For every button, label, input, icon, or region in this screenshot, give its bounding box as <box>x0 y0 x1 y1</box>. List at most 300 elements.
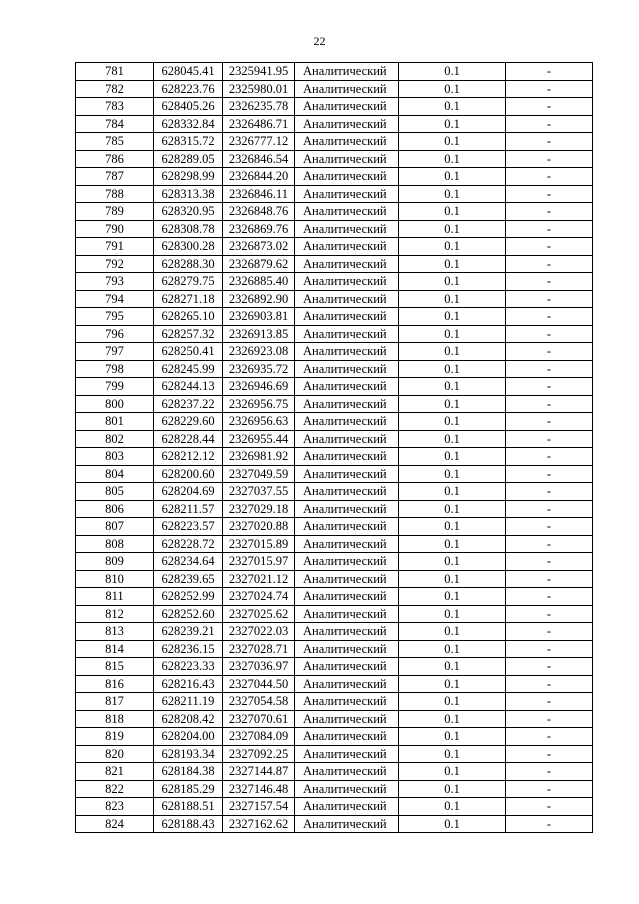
note-cell: - <box>506 430 593 448</box>
y-coordinate-cell: 2327044.50 <box>223 675 295 693</box>
note-cell: - <box>506 780 593 798</box>
table-row <box>76 308 593 326</box>
page-number: 22 <box>313 34 326 48</box>
accuracy-cell: 0.1 <box>399 290 506 308</box>
accuracy-cell: 0.1 <box>399 623 506 641</box>
accuracy-cell: 0.1 <box>399 745 506 763</box>
point-number-cell: 805 <box>76 483 154 501</box>
point-number-cell: 803 <box>76 448 154 466</box>
method-cell: Аналитический <box>295 220 399 238</box>
method-cell: Аналитический <box>295 395 399 413</box>
table-row <box>76 150 593 168</box>
x-coordinate-cell: 628228.44 <box>154 430 223 448</box>
point-number-cell: 814 <box>76 640 154 658</box>
accuracy-cell: 0.1 <box>399 63 506 81</box>
table-row <box>76 570 593 588</box>
note-cell: - <box>506 63 593 81</box>
method-cell: Аналитический <box>295 483 399 501</box>
x-coordinate-cell: 628239.65 <box>154 570 223 588</box>
note-cell: - <box>506 115 593 133</box>
note-cell: - <box>506 623 593 641</box>
method-cell: Аналитический <box>295 325 399 343</box>
table-row <box>76 535 593 553</box>
note-cell: - <box>506 255 593 273</box>
method-cell: Аналитический <box>295 185 399 203</box>
x-coordinate-cell: 628204.69 <box>154 483 223 501</box>
point-number-cell: 818 <box>76 710 154 728</box>
y-coordinate-cell: 2326981.92 <box>223 448 295 466</box>
x-coordinate-cell: 628184.38 <box>154 763 223 781</box>
accuracy-cell: 0.1 <box>399 483 506 501</box>
x-coordinate-cell: 628244.13 <box>154 378 223 396</box>
note-cell: - <box>506 203 593 221</box>
y-coordinate-cell: 2326913.85 <box>223 325 295 343</box>
table-row <box>76 430 593 448</box>
table-row <box>76 798 593 816</box>
method-cell: Аналитический <box>295 238 399 256</box>
table-row <box>76 395 593 413</box>
table-row <box>76 115 593 133</box>
accuracy-cell: 0.1 <box>399 448 506 466</box>
y-coordinate-cell: 2326885.40 <box>223 273 295 291</box>
accuracy-cell: 0.1 <box>399 535 506 553</box>
table-row <box>76 675 593 693</box>
y-coordinate-cell: 2327070.61 <box>223 710 295 728</box>
table-row <box>76 728 593 746</box>
x-coordinate-cell: 628223.33 <box>154 658 223 676</box>
note-cell: - <box>506 815 593 833</box>
x-coordinate-cell: 628298.99 <box>154 168 223 186</box>
point-number-cell: 796 <box>76 325 154 343</box>
accuracy-cell: 0.1 <box>399 465 506 483</box>
accuracy-cell: 0.1 <box>399 255 506 273</box>
method-cell: Аналитический <box>295 150 399 168</box>
y-coordinate-cell: 2326892.90 <box>223 290 295 308</box>
note-cell: - <box>506 658 593 676</box>
x-coordinate-cell: 628212.12 <box>154 448 223 466</box>
point-number-cell: 786 <box>76 150 154 168</box>
point-number-cell: 823 <box>76 798 154 816</box>
y-coordinate-cell: 2327028.71 <box>223 640 295 658</box>
method-cell: Аналитический <box>295 360 399 378</box>
x-coordinate-cell: 628045.41 <box>154 63 223 81</box>
y-coordinate-cell: 2326956.63 <box>223 413 295 431</box>
note-cell: - <box>506 133 593 151</box>
method-cell: Аналитический <box>295 290 399 308</box>
note-cell: - <box>506 360 593 378</box>
method-cell: Аналитический <box>295 710 399 728</box>
table-row <box>76 220 593 238</box>
y-coordinate-cell: 2327021.12 <box>223 570 295 588</box>
note-cell: - <box>506 640 593 658</box>
x-coordinate-cell: 628313.38 <box>154 185 223 203</box>
method-cell: Аналитический <box>295 203 399 221</box>
x-coordinate-cell: 628237.22 <box>154 395 223 413</box>
x-coordinate-cell: 628257.32 <box>154 325 223 343</box>
point-number-cell: 808 <box>76 535 154 553</box>
y-coordinate-cell: 2327037.55 <box>223 483 295 501</box>
note-cell: - <box>506 483 593 501</box>
note-cell: - <box>506 465 593 483</box>
note-cell: - <box>506 745 593 763</box>
x-coordinate-cell: 628252.99 <box>154 588 223 606</box>
y-coordinate-cell: 2326777.12 <box>223 133 295 151</box>
y-coordinate-cell: 2327020.88 <box>223 518 295 536</box>
note-cell: - <box>506 763 593 781</box>
y-coordinate-cell: 2326903.81 <box>223 308 295 326</box>
x-coordinate-cell: 628271.18 <box>154 290 223 308</box>
point-number-cell: 783 <box>76 98 154 116</box>
x-coordinate-cell: 628193.34 <box>154 745 223 763</box>
point-number-cell: 817 <box>76 693 154 711</box>
x-coordinate-cell: 628200.60 <box>154 465 223 483</box>
method-cell: Аналитический <box>295 448 399 466</box>
y-coordinate-cell: 2327146.48 <box>223 780 295 798</box>
note-cell: - <box>506 553 593 571</box>
accuracy-cell: 0.1 <box>399 360 506 378</box>
y-coordinate-cell: 2327022.03 <box>223 623 295 641</box>
coordinates-table <box>75 62 593 833</box>
accuracy-cell: 0.1 <box>399 675 506 693</box>
accuracy-cell: 0.1 <box>399 763 506 781</box>
point-number-cell: 781 <box>76 63 154 81</box>
accuracy-cell: 0.1 <box>399 430 506 448</box>
y-coordinate-cell: 2326846.11 <box>223 185 295 203</box>
x-coordinate-cell: 628245.99 <box>154 360 223 378</box>
note-cell: - <box>506 168 593 186</box>
note-cell: - <box>506 500 593 518</box>
note-cell: - <box>506 448 593 466</box>
method-cell: Аналитический <box>295 518 399 536</box>
table-row <box>76 658 593 676</box>
point-number-cell: 807 <box>76 518 154 536</box>
note-cell: - <box>506 343 593 361</box>
note-cell: - <box>506 220 593 238</box>
point-number-cell: 784 <box>76 115 154 133</box>
point-number-cell: 810 <box>76 570 154 588</box>
point-number-cell: 819 <box>76 728 154 746</box>
point-number-cell: 800 <box>76 395 154 413</box>
accuracy-cell: 0.1 <box>399 553 506 571</box>
point-number-cell: 815 <box>76 658 154 676</box>
table-row <box>76 360 593 378</box>
method-cell: Аналитический <box>295 745 399 763</box>
note-cell: - <box>506 378 593 396</box>
x-coordinate-cell: 628300.28 <box>154 238 223 256</box>
point-number-cell: 787 <box>76 168 154 186</box>
y-coordinate-cell: 2326955.44 <box>223 430 295 448</box>
x-coordinate-cell: 628289.05 <box>154 150 223 168</box>
accuracy-cell: 0.1 <box>399 413 506 431</box>
accuracy-cell: 0.1 <box>399 150 506 168</box>
accuracy-cell: 0.1 <box>399 220 506 238</box>
table-row <box>76 483 593 501</box>
table-row <box>76 710 593 728</box>
accuracy-cell: 0.1 <box>399 343 506 361</box>
x-coordinate-cell: 628288.30 <box>154 255 223 273</box>
x-coordinate-cell: 628234.64 <box>154 553 223 571</box>
method-cell: Аналитический <box>295 80 399 98</box>
table-row <box>76 98 593 116</box>
x-coordinate-cell: 628223.57 <box>154 518 223 536</box>
x-coordinate-cell: 628204.00 <box>154 728 223 746</box>
table-row <box>76 343 593 361</box>
y-coordinate-cell: 2327157.54 <box>223 798 295 816</box>
table-row <box>76 605 593 623</box>
note-cell: - <box>506 535 593 553</box>
x-coordinate-cell: 628188.51 <box>154 798 223 816</box>
x-coordinate-cell: 628250.41 <box>154 343 223 361</box>
table-row <box>76 553 593 571</box>
method-cell: Аналитический <box>295 728 399 746</box>
point-number-cell: 809 <box>76 553 154 571</box>
point-number-cell: 789 <box>76 203 154 221</box>
table-row <box>76 80 593 98</box>
method-cell: Аналитический <box>295 343 399 361</box>
table-row <box>76 623 593 641</box>
y-coordinate-cell: 2326869.76 <box>223 220 295 238</box>
point-number-cell: 806 <box>76 500 154 518</box>
y-coordinate-cell: 2327025.62 <box>223 605 295 623</box>
table-row <box>76 413 593 431</box>
point-number-cell: 822 <box>76 780 154 798</box>
y-coordinate-cell: 2327162.62 <box>223 815 295 833</box>
table-row <box>76 203 593 221</box>
table-row <box>76 780 593 798</box>
note-cell: - <box>506 518 593 536</box>
method-cell: Аналитический <box>295 640 399 658</box>
table-row <box>76 518 593 536</box>
table-row <box>76 273 593 291</box>
table-row <box>76 133 593 151</box>
accuracy-cell: 0.1 <box>399 395 506 413</box>
method-cell: Аналитический <box>295 780 399 798</box>
method-cell: Аналитический <box>295 798 399 816</box>
table-row <box>76 745 593 763</box>
y-coordinate-cell: 2327036.97 <box>223 658 295 676</box>
accuracy-cell: 0.1 <box>399 98 506 116</box>
y-coordinate-cell: 2326848.76 <box>223 203 295 221</box>
table-row <box>76 465 593 483</box>
table-row <box>76 448 593 466</box>
y-coordinate-cell: 2326844.20 <box>223 168 295 186</box>
point-number-cell: 804 <box>76 465 154 483</box>
method-cell: Аналитический <box>295 430 399 448</box>
y-coordinate-cell: 2327024.74 <box>223 588 295 606</box>
method-cell: Аналитический <box>295 168 399 186</box>
method-cell: Аналитический <box>295 535 399 553</box>
point-number-cell: 811 <box>76 588 154 606</box>
accuracy-cell: 0.1 <box>399 798 506 816</box>
note-cell: - <box>506 238 593 256</box>
x-coordinate-cell: 628185.29 <box>154 780 223 798</box>
point-number-cell: 791 <box>76 238 154 256</box>
accuracy-cell: 0.1 <box>399 308 506 326</box>
method-cell: Аналитический <box>295 115 399 133</box>
point-number-cell: 802 <box>76 430 154 448</box>
method-cell: Аналитический <box>295 605 399 623</box>
point-number-cell: 794 <box>76 290 154 308</box>
accuracy-cell: 0.1 <box>399 273 506 291</box>
point-number-cell: 816 <box>76 675 154 693</box>
method-cell: Аналитический <box>295 500 399 518</box>
note-cell: - <box>506 798 593 816</box>
accuracy-cell: 0.1 <box>399 185 506 203</box>
x-coordinate-cell: 628211.19 <box>154 693 223 711</box>
accuracy-cell: 0.1 <box>399 588 506 606</box>
accuracy-cell: 0.1 <box>399 640 506 658</box>
x-coordinate-cell: 628265.10 <box>154 308 223 326</box>
note-cell: - <box>506 150 593 168</box>
method-cell: Аналитический <box>295 570 399 588</box>
method-cell: Аналитический <box>295 308 399 326</box>
method-cell: Аналитический <box>295 658 399 676</box>
y-coordinate-cell: 2325941.95 <box>223 63 295 81</box>
note-cell: - <box>506 308 593 326</box>
x-coordinate-cell: 628308.78 <box>154 220 223 238</box>
point-number-cell: 801 <box>76 413 154 431</box>
point-number-cell: 797 <box>76 343 154 361</box>
accuracy-cell: 0.1 <box>399 605 506 623</box>
accuracy-cell: 0.1 <box>399 518 506 536</box>
note-cell: - <box>506 693 593 711</box>
note-cell: - <box>506 80 593 98</box>
y-coordinate-cell: 2327029.18 <box>223 500 295 518</box>
accuracy-cell: 0.1 <box>399 378 506 396</box>
point-number-cell: 790 <box>76 220 154 238</box>
table-row <box>76 290 593 308</box>
method-cell: Аналитический <box>295 675 399 693</box>
point-number-cell: 820 <box>76 745 154 763</box>
table-row <box>76 238 593 256</box>
point-number-cell: 799 <box>76 378 154 396</box>
x-coordinate-cell: 628228.72 <box>154 535 223 553</box>
x-coordinate-cell: 628223.76 <box>154 80 223 98</box>
y-coordinate-cell: 2326879.62 <box>223 255 295 273</box>
accuracy-cell: 0.1 <box>399 658 506 676</box>
coordinates-table-body <box>76 63 593 833</box>
table-row <box>76 763 593 781</box>
point-number-cell: 812 <box>76 605 154 623</box>
table-row <box>76 168 593 186</box>
method-cell: Аналитический <box>295 623 399 641</box>
accuracy-cell: 0.1 <box>399 780 506 798</box>
note-cell: - <box>506 98 593 116</box>
x-coordinate-cell: 628239.21 <box>154 623 223 641</box>
table-row <box>76 815 593 833</box>
method-cell: Аналитический <box>295 378 399 396</box>
accuracy-cell: 0.1 <box>399 325 506 343</box>
point-number-cell: 795 <box>76 308 154 326</box>
method-cell: Аналитический <box>295 273 399 291</box>
accuracy-cell: 0.1 <box>399 570 506 588</box>
table-row <box>76 255 593 273</box>
accuracy-cell: 0.1 <box>399 168 506 186</box>
note-cell: - <box>506 290 593 308</box>
point-number-cell: 792 <box>76 255 154 273</box>
note-cell: - <box>506 570 593 588</box>
y-coordinate-cell: 2327144.87 <box>223 763 295 781</box>
point-number-cell: 824 <box>76 815 154 833</box>
point-number-cell: 798 <box>76 360 154 378</box>
accuracy-cell: 0.1 <box>399 238 506 256</box>
point-number-cell: 793 <box>76 273 154 291</box>
y-coordinate-cell: 2326846.54 <box>223 150 295 168</box>
x-coordinate-cell: 628216.43 <box>154 675 223 693</box>
point-number-cell: 788 <box>76 185 154 203</box>
accuracy-cell: 0.1 <box>399 815 506 833</box>
note-cell: - <box>506 273 593 291</box>
point-number-cell: 821 <box>76 763 154 781</box>
table-row <box>76 63 593 81</box>
accuracy-cell: 0.1 <box>399 80 506 98</box>
note-cell: - <box>506 395 593 413</box>
x-coordinate-cell: 628211.57 <box>154 500 223 518</box>
method-cell: Аналитический <box>295 693 399 711</box>
table-row <box>76 185 593 203</box>
x-coordinate-cell: 628315.72 <box>154 133 223 151</box>
accuracy-cell: 0.1 <box>399 728 506 746</box>
y-coordinate-cell: 2327054.58 <box>223 693 295 711</box>
table-row <box>76 500 593 518</box>
x-coordinate-cell: 628229.60 <box>154 413 223 431</box>
point-number-cell: 785 <box>76 133 154 151</box>
x-coordinate-cell: 628208.42 <box>154 710 223 728</box>
note-cell: - <box>506 185 593 203</box>
note-cell: - <box>506 605 593 623</box>
y-coordinate-cell: 2326923.08 <box>223 343 295 361</box>
note-cell: - <box>506 728 593 746</box>
method-cell: Аналитический <box>295 815 399 833</box>
y-coordinate-cell: 2327015.89 <box>223 535 295 553</box>
method-cell: Аналитический <box>295 553 399 571</box>
method-cell: Аналитический <box>295 133 399 151</box>
y-coordinate-cell: 2327084.09 <box>223 728 295 746</box>
y-coordinate-cell: 2327015.97 <box>223 553 295 571</box>
x-coordinate-cell: 628252.60 <box>154 605 223 623</box>
accuracy-cell: 0.1 <box>399 500 506 518</box>
y-coordinate-cell: 2326946.69 <box>223 378 295 396</box>
note-cell: - <box>506 588 593 606</box>
y-coordinate-cell: 2327092.25 <box>223 745 295 763</box>
y-coordinate-cell: 2326486.71 <box>223 115 295 133</box>
accuracy-cell: 0.1 <box>399 115 506 133</box>
point-number-cell: 813 <box>76 623 154 641</box>
method-cell: Аналитический <box>295 588 399 606</box>
method-cell: Аналитический <box>295 763 399 781</box>
method-cell: Аналитический <box>295 413 399 431</box>
method-cell: Аналитический <box>295 255 399 273</box>
x-coordinate-cell: 628236.15 <box>154 640 223 658</box>
note-cell: - <box>506 675 593 693</box>
x-coordinate-cell: 628405.26 <box>154 98 223 116</box>
y-coordinate-cell: 2327049.59 <box>223 465 295 483</box>
y-coordinate-cell: 2326935.72 <box>223 360 295 378</box>
note-cell: - <box>506 710 593 728</box>
accuracy-cell: 0.1 <box>399 693 506 711</box>
method-cell: Аналитический <box>295 63 399 81</box>
note-cell: - <box>506 413 593 431</box>
x-coordinate-cell: 628188.43 <box>154 815 223 833</box>
y-coordinate-cell: 2326235.78 <box>223 98 295 116</box>
x-coordinate-cell: 628332.84 <box>154 115 223 133</box>
x-coordinate-cell: 628320.95 <box>154 203 223 221</box>
table-row <box>76 693 593 711</box>
table-row <box>76 588 593 606</box>
x-coordinate-cell: 628279.75 <box>154 273 223 291</box>
y-coordinate-cell: 2326873.02 <box>223 238 295 256</box>
note-cell: - <box>506 325 593 343</box>
